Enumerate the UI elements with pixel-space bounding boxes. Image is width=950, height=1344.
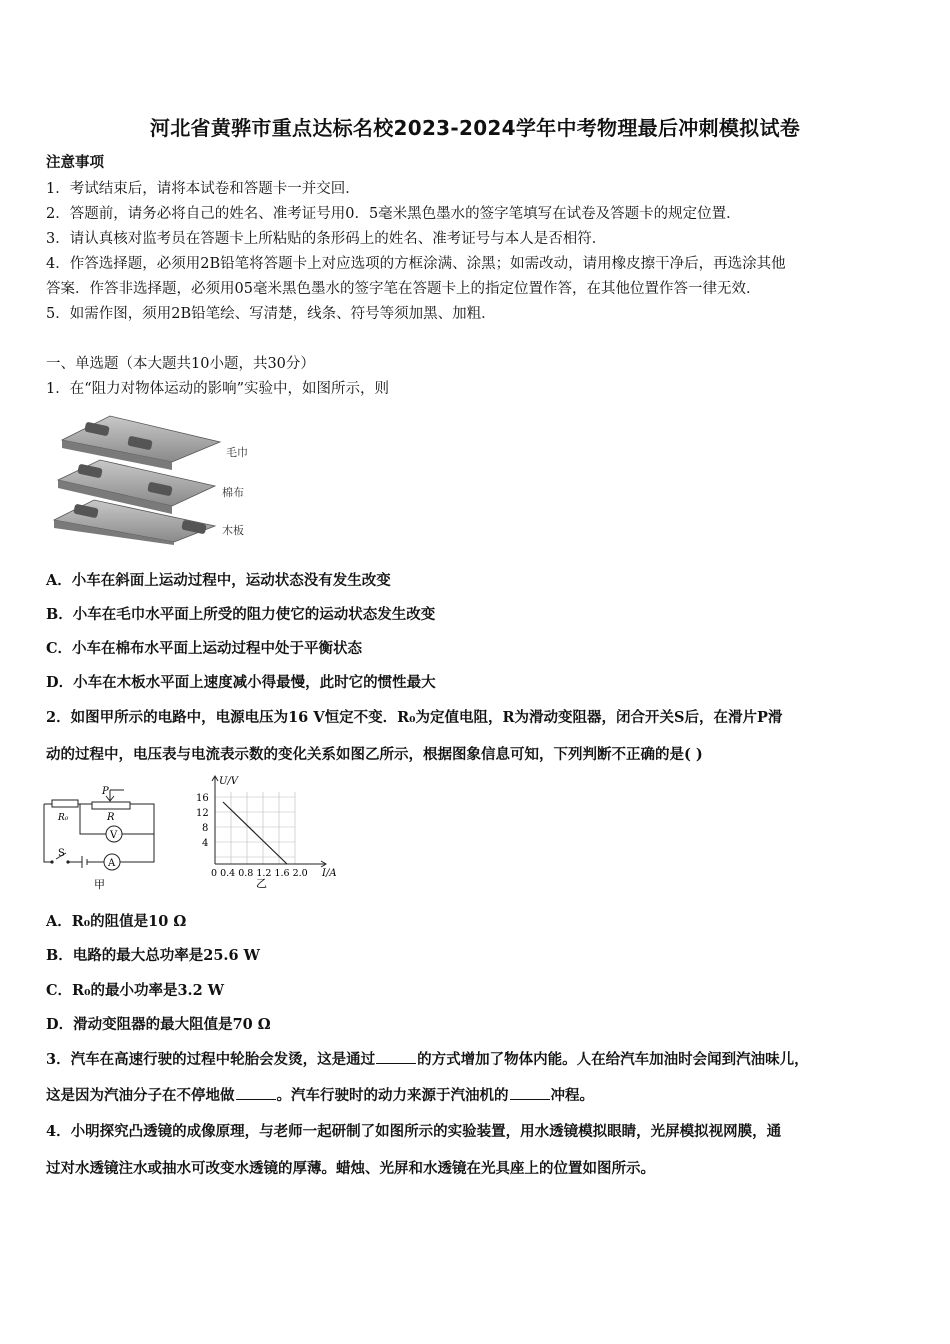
label-r0: R₀	[58, 813, 69, 823]
q1-option-a: A．小车在斜面上运动过程中，运动状态没有发生改变	[46, 572, 391, 589]
q3-part1: 3．汽车在高速行驶的过程中轮胎会发烫，这是通过	[46, 1051, 376, 1068]
notice-item: 1．考试结束后，请将本试卷和答题卡一并交回．	[46, 181, 360, 197]
label-cotton: 棉布	[222, 486, 244, 499]
q1-option-b: B．小车在毛巾水平面上所受的阻力使它的运动状态发生改变	[46, 606, 436, 623]
circuit-caption: 甲	[94, 878, 105, 891]
graph-caption: 乙	[256, 877, 267, 888]
ammeter-icon: A	[108, 858, 116, 869]
circuit-diagram	[40, 782, 170, 894]
page-title: 河北省黄骅市重点达标名校2023-2024学年中考物理最后冲刺模拟试卷	[149, 116, 801, 140]
y-tick: 4	[202, 838, 209, 849]
question-2-stem-cont: 动的过程中，电压表与电流表示数的变化关系如图乙所示，根据图象信息可知，下列判断不正确的是( )	[46, 746, 703, 763]
q2-option-b: B．电路的最大总功率是25.6 W	[46, 947, 260, 964]
question-4-line2: 过对水透镜注水或抽水可改变水透镜的厚薄。蜡烛、光屏和水透镜在光具座上的位置如图所示。	[46, 1160, 655, 1177]
q3-part3: 这是因为汽油分子在不停地做	[46, 1087, 235, 1104]
ui-graph	[190, 770, 350, 888]
voltmeter-icon: V	[110, 830, 118, 841]
q3-part4: 。汽车行驶时的动力来源于汽油机的	[276, 1087, 509, 1104]
notice-item: 2．答题前，请务必将自己的姓名、准考证号用0．5毫米黑色墨水的签字笔填写在试卷及答题卡的规定位置．	[46, 206, 741, 222]
q1-option-d: D．小车在木板水平面上速度减小得最慢，此时它的惯性最大	[46, 674, 436, 691]
label-p: P	[102, 786, 109, 797]
label-r: R	[107, 812, 115, 823]
q2-option-a: A．R₀的阻值是10 Ω	[46, 913, 187, 930]
q3-part5: 冲程。	[550, 1087, 594, 1104]
x-ticks: 0 0.4 0.8 1.2 1.6 2.0	[211, 868, 308, 879]
question-2-stem: 2．如图甲所示的电路中，电源电压为16 V恒定不变．R₀为定值电阻，R为滑动变阻器，闭合开关S后，在滑片P滑	[46, 709, 783, 726]
answer-blank[interactable]	[236, 1087, 276, 1100]
question-3-line2	[46, 1084, 594, 1105]
ramp-figure	[50, 410, 265, 545]
question-3-line1	[46, 1048, 809, 1069]
q2-option-c: C．R₀的最小功率是3.2 W	[46, 982, 224, 999]
q1-option-c: C．小车在棉布水平面上运动过程中处于平衡状态	[46, 640, 363, 657]
answer-blank[interactable]	[510, 1087, 550, 1100]
question-4-line1: 4．小明探究凸透镜的成像原理，与老师一起研制了如图所示的实验装置，用水透镜模拟眼睛，光屏模拟视网膜，通	[46, 1123, 782, 1140]
q3-part2: 的方式增加了物体内能。人在给汽车加油时会闻到汽油味儿，	[417, 1051, 809, 1068]
y-tick: 16	[196, 793, 209, 804]
label-wood: 木板	[222, 524, 244, 537]
y-tick: 12	[196, 808, 209, 819]
label-s: S	[58, 848, 65, 859]
y-axis-label: U/V	[219, 776, 239, 787]
label-towel: 毛巾	[226, 446, 248, 459]
notice-heading: 注意事项	[46, 154, 104, 171]
question-1-stem: 1．在“阻力对物体运动的影响”实验中，如图所示，则	[46, 381, 390, 397]
notice-item: 4．作答选择题，必须用2B铅笔将答题卡上对应选项的方框涂满、涂黑；如需改动，请用橡皮擦干净后，再选涂其他	[46, 256, 786, 272]
y-tick: 8	[202, 823, 209, 834]
notice-item: 答案．作答非选择题，必须用05毫米黑色墨水的签字笔在答题卡上的指定位置作答，在其他位置作答一律无效．	[46, 281, 761, 297]
section-heading: 一、单选题（本大题共10小题，共30分）	[46, 356, 315, 372]
notice-item: 3．请认真核对监考员在答题卡上所粘贴的条形码上的姓名、准考证号与本人是否相符．	[46, 231, 607, 247]
notice-item: 5．如需作图，须用2B铅笔绘、写清楚，线条、符号等须加黑、加粗．	[46, 306, 496, 322]
x-axis-label: I/A	[322, 868, 337, 879]
q2-option-d: D．滑动变阻器的最大阻值是70 Ω	[46, 1016, 271, 1033]
answer-blank[interactable]	[376, 1051, 416, 1064]
